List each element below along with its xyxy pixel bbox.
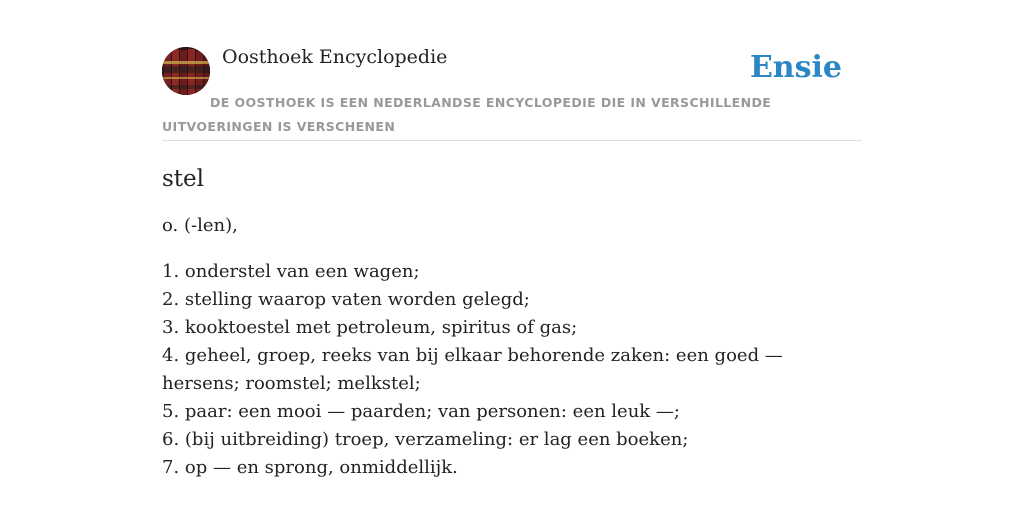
site-tagline: DE OOSTHOEK IS EEN NEDERLANDSE ENCYCLOPEDIE DIE IN VERSCHILLENDE UITVOERINGEN IS VERSCHENEN: [162, 95, 772, 134]
definition-item: 3. kooktoestel met petroleum, spiritus of gas;: [162, 317, 578, 338]
definition-item: 2. stelling waarop vaten worden gelegd;: [162, 289, 530, 310]
definition-item: 1. onderstel van een wagen;: [162, 261, 420, 282]
ensie-logo-link[interactable]: Ensie: [749, 50, 842, 85]
definition-list: [162, 258, 862, 482]
encyclopedia-books-avatar[interactable]: [162, 47, 210, 95]
definition-item: 5. paar: een mooi — paarden; van personen: een leuk —;: [162, 401, 680, 422]
entry-title: stel: [162, 166, 205, 192]
page-header: [162, 44, 862, 141]
definition-item: 4. geheel, groep, reeks van bij elkaar behorende zaken: een goed — hersens; roomstel; melkstel;: [162, 345, 783, 394]
site-title[interactable]: Oosthoek Encyclopedie: [222, 46, 448, 68]
definition-item: 6. (bij uitbreiding) troep, verzameling: er lag een boeken;: [162, 429, 689, 450]
entry-content: [162, 160, 862, 482]
definition-item: 7. op — en sprong, onmiddellijk.: [162, 457, 458, 478]
entry-grammar: o. (-len),: [162, 215, 238, 236]
